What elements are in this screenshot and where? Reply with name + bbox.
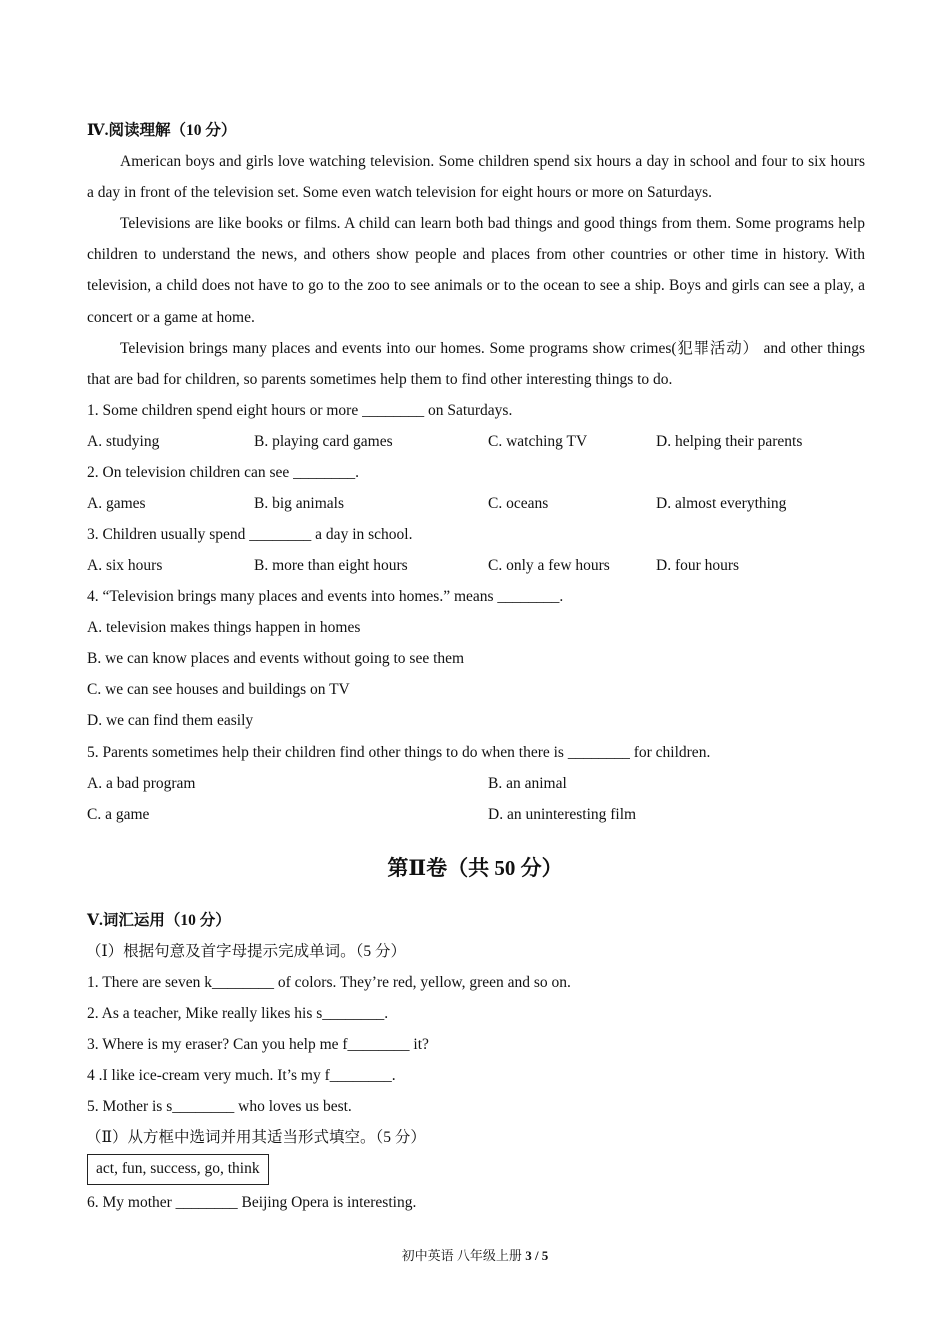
q1-option-b: B. playing card games [254,433,393,450]
section-5-heading: Ⅴ.词汇运用（10 分） [87,912,231,929]
vocab-item-6: 6. My mother ________ Beijing Opera is interesting. [87,1194,417,1211]
passage-paragraph-1: American boys and girls love watching television. Some children spend six hours a day in school and four to six hours a day in front of the television set. Some even watch television for eight hours or more on Saturdays. [87,153,865,202]
q2-option-b: B. big animals [254,495,344,512]
vocab-item-2: 2. As a teacher, Mike really likes his s________. [87,1005,389,1022]
word-box: act, fun, success, go, think [87,1154,269,1185]
q2-option-c: C. oceans [488,495,549,512]
section-4-heading: Ⅳ.阅读理解（10 分） [87,122,237,139]
question-1-stem: 1. Some children spend eight hours or more ________ on Saturdays. [87,402,513,419]
q2-option-d: D. almost everything [656,495,787,512]
q1-option-c: C. watching TV [488,433,588,450]
question-5-stem: 5. Parents sometimes help their children find other things to do when there is ________ for children. [87,744,711,761]
q4-option-c: C. we can see houses and buildings on TV [87,681,350,698]
q5-option-a: A. a bad program [87,775,196,792]
q5-option-d: D. an uninteresting film [488,806,637,823]
part-2-title: 第Ⅱ卷（共 50 分） [387,856,563,880]
footer-text: 初中英语 八年级上册 [401,1248,526,1263]
q3-option-b: B. more than eight hours [254,557,408,574]
vocab-item-4: 4 .I like ice-cream very much. It’s my f________. [87,1067,396,1084]
q3-option-a: A. six hours [87,557,163,574]
q2-option-a: A. games [87,495,146,512]
question-2-stem: 2. On television children can see ________. [87,464,360,481]
vocab-item-1: 1. There are seven k________ of colors. They’re red, yellow, green and so on. [87,974,571,991]
q4-option-a: A. television makes things happen in homes [87,619,361,636]
q5-option-b: B. an animal [488,775,567,792]
q3-option-c: C. only a few hours [488,557,610,574]
q4-option-b: B. we can know places and events without going to see them [87,650,465,667]
q1-option-d: D. helping their parents [656,433,803,450]
question-3-stem: 3. Children usually spend ________ a day in school. [87,526,413,543]
page-footer [0,1248,950,1264]
q3-option-d: D. four hours [656,557,740,574]
q5-option-c: C. a game [87,806,150,823]
vocab-item-3: 3. Where is my eraser? Can you help me f________ it? [87,1036,429,1053]
passage-paragraph-2: Televisions are like books or films. A child can learn both bad things and good things from them. Some programs help children to understand the news, and others show people and places from other countries or other time in history. With television, a child does not have to go to the zoo to see animals or to the ocean to see a ship. Boys and girls can see a play, a concert or a game at home. [87,215,865,326]
question-4-stem: 4. “Television brings many places and events into homes.” means ________. [87,588,564,605]
passage-paragraph-3: Television brings many places and events into our homes. Some programs show crimes(犯罪活动） and other things that are bad for children, so parents sometimes help them to find other interesting things to do. [87,340,865,389]
subsection-2-instruction: （Ⅱ）从方框中选词并用其适当形式填空。（5 分） [86,1129,426,1146]
subsection-1-instruction: （Ⅰ）根据句意及首字母提示完成单词。（5 分） [86,943,406,960]
page-number: 3 / 5 [525,1248,549,1263]
vocab-item-5: 5. Mother is s________ who loves us best. [87,1098,352,1115]
q1-option-a: A. studying [87,433,160,450]
q4-option-d: D. we can find them easily [87,712,254,729]
